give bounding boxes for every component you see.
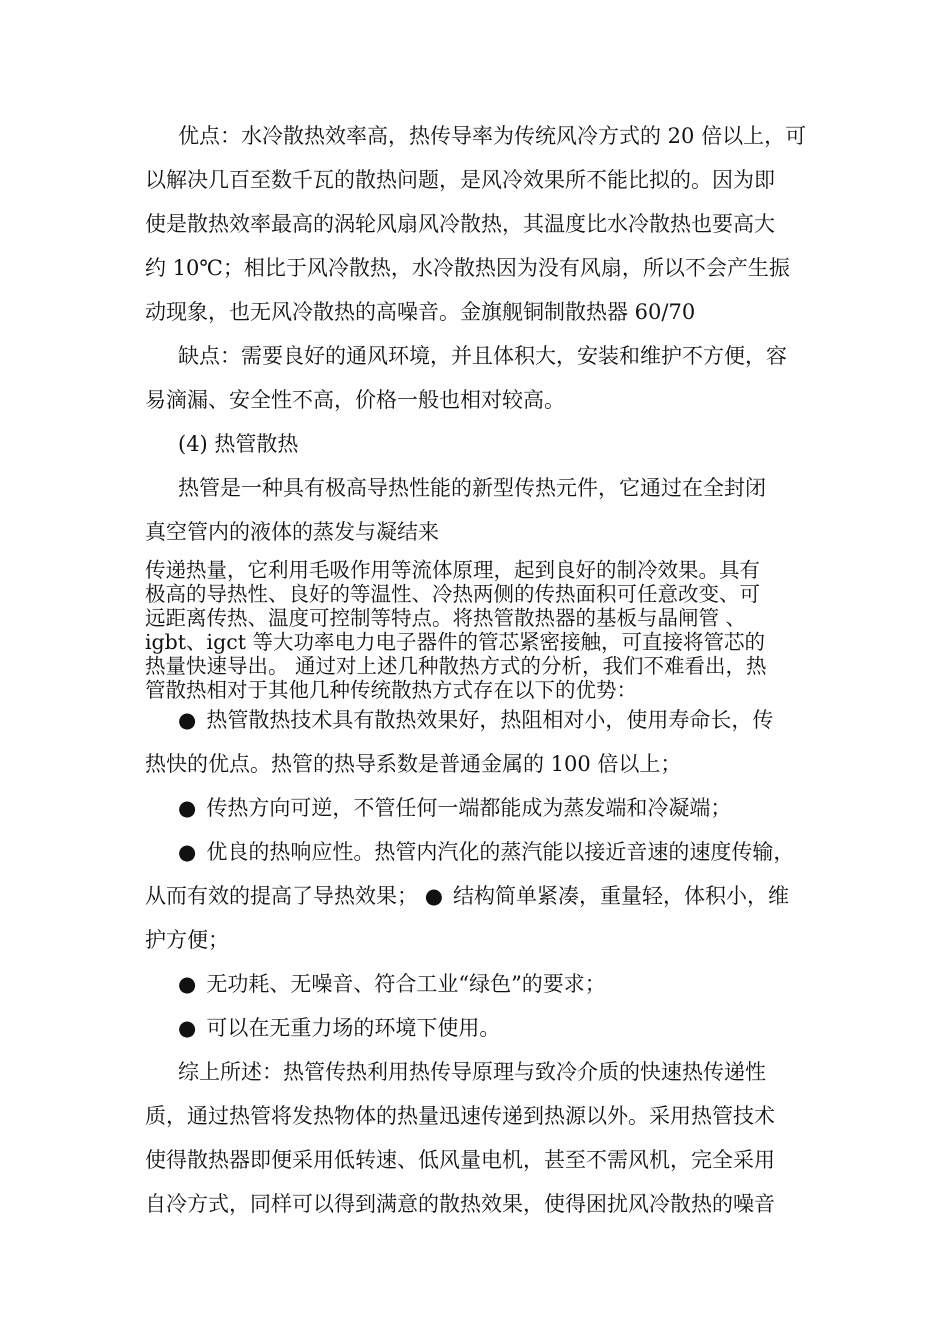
bullet-icon: ● [424, 884, 444, 908]
bullet-item [178, 794, 825, 822]
paragraph-line: 远距离传热、温度可控制等特点。将热管散热器的基板与晶闸管 、 [145, 606, 747, 630]
paragraph-line: 极高的导热性、良好的等温性、冷热两侧的传热面积可任意改变、可 [145, 582, 760, 606]
paragraph-line: 热管是一种具有极高导热性能的新型传热元件，它通过在全封闭 [178, 476, 766, 500]
bullet-text: 可以在无重力场的环境下使用。 [206, 1016, 501, 1040]
paragraph-line: igbt、igct 等大功率电力电子器件的管芯紧密接触，可直接将管芯的 [145, 630, 765, 654]
paragraph-line: 动现象，也无风冷散热的高噪音。金旗舰铜制散热器 60/70 [145, 300, 696, 324]
paragraph-line [145, 882, 825, 910]
bullet-item [178, 970, 825, 998]
paragraph-line: 使是散热效率最高的涡轮风扇风冷散热，其温度比水冷散热也要高大 [145, 212, 775, 236]
bullet-text: 结构简单紧凑，重量轻，体积小，维 [453, 884, 790, 908]
paragraph-line: 约 10℃；相比于风冷散热，水冷散热因为没有风扇，所以不会产生振 [145, 256, 790, 280]
bullet-icon: ● [178, 972, 197, 996]
paragraph-line: 真空管内的液体的蒸发与凝结来 [145, 520, 439, 544]
paragraph-line: 使得散热器即便采用低转速、低风量电机，甚至不需风机，完全采用 [145, 1148, 775, 1172]
paragraph-line: 护方便； [145, 928, 229, 952]
paragraph-line: 热快的优点。热管的热导系数是普通金属的 100 倍以上； [145, 752, 682, 776]
paragraph-line: 管散热相对于其他几种传统散热方式存在以下的优势： [145, 678, 637, 702]
bullet-item [178, 706, 825, 734]
bullet-icon: ● [178, 796, 197, 820]
bullet-icon: ● [178, 708, 197, 732]
section-heading: (4) 热管散热 [178, 432, 299, 456]
paragraph-line: 质，通过热管将发热物体的热量迅速传递到热源以外。采用热管技术 [145, 1104, 775, 1128]
bullet-text: 无功耗、无噪音、符合工业“绿色”的要求； [206, 972, 606, 996]
bullet-text: 传热方向可逆，不管任何一端都能成为蒸发端和冷凝端； [206, 796, 732, 820]
line-text: 从而有效的提高了导热效果； [145, 884, 418, 908]
bullet-text: 热管散热技术具有散热效果好，热阻相对小，使用寿命长，传 [206, 708, 774, 732]
bullet-icon: ● [178, 1016, 197, 1040]
paragraph-line: 综上所述：热管传热利用热传导原理与致冷介质的快速热传递性 [178, 1060, 766, 1084]
paragraph-line: 自冷方式，同样可以得到满意的散热效果，使得困扰风冷散热的噪音 [145, 1192, 775, 1216]
paragraph-line: 易滴漏、安全性不高，价格一般也相对较高。 [145, 388, 565, 412]
bullet-item [178, 1014, 825, 1042]
paragraph-line: 优点：水冷散热效率高，热传导率为传统风冷方式的 20 倍以上，可 [178, 124, 807, 148]
paragraph-line: 传递热量，它利用毛吸作用等流体原理，起到良好的制冷效果。具有 [145, 558, 760, 582]
bullet-item [178, 838, 825, 866]
paragraph-line: 热量快速导出。 通过对上述几种散热方式的分析，我们不难看出，热 [145, 654, 767, 678]
bullet-text: 优良的热响应性。热管内汽化的蒸汽能以接近音速的速度传输， [206, 840, 795, 864]
paragraph-line: 缺点：需要良好的通风环境，并且体积大，安装和维护不方便，容 [178, 344, 787, 368]
paragraph-line: 以解决几百至数千瓦的散热问题，是风冷效果所不能比拟的。因为即 [145, 168, 775, 192]
bullet-icon: ● [178, 840, 197, 864]
